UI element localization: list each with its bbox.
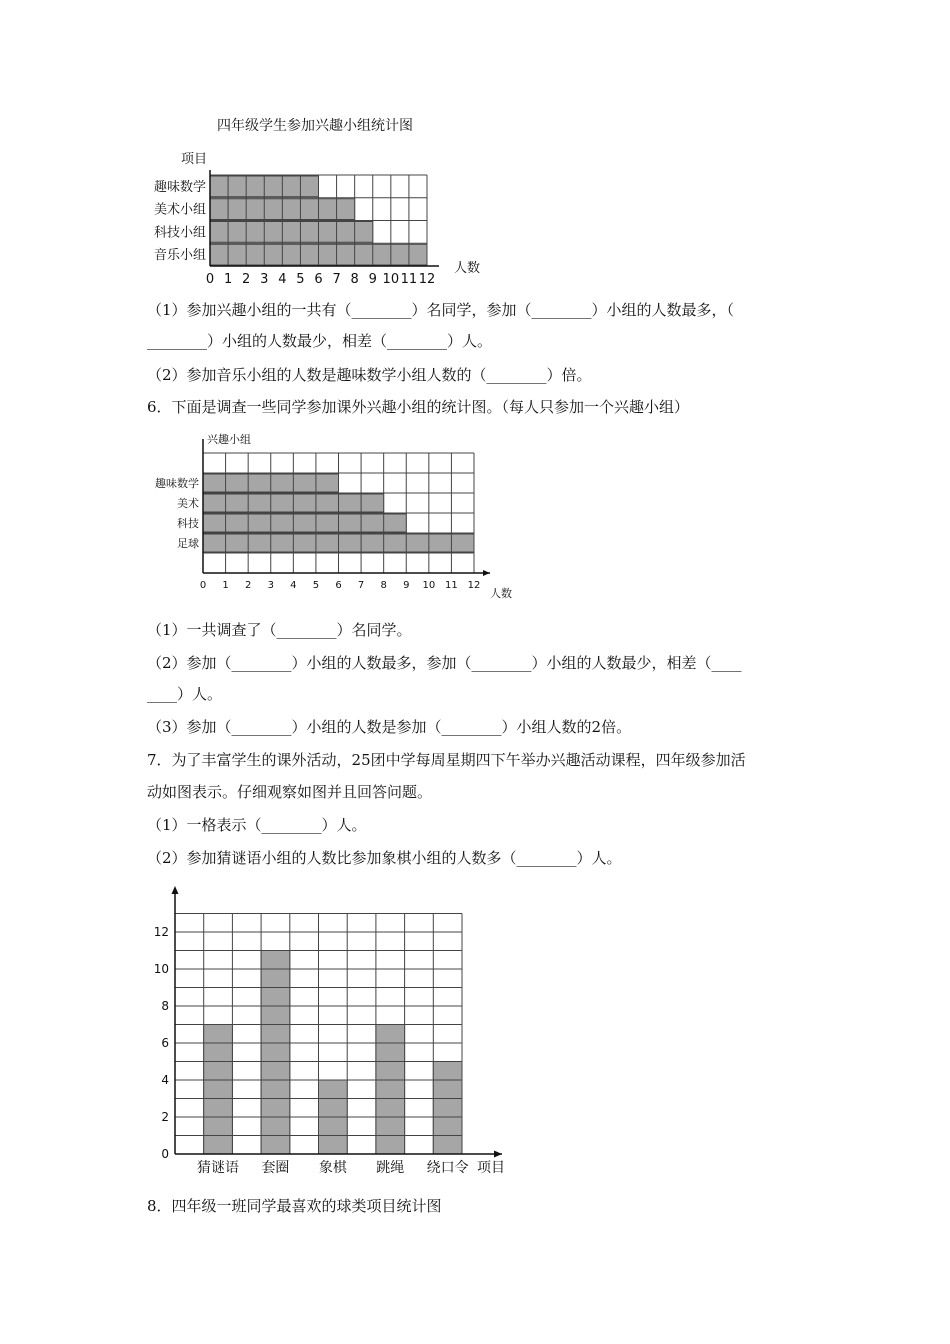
bar-科技 — [203, 514, 406, 532]
x-axis-arrow — [483, 570, 490, 576]
category-label: 绕口令 — [426, 1160, 469, 1176]
tick-label: 9 — [403, 580, 410, 591]
q6-line-4: （3）参加（________）小组的人数是参加（________）小组人数的2倍。 — [147, 718, 632, 736]
q6-title: 6．下面是调查一些同学参加课外兴趣小组的统计图。（每人只参加一个兴趣小组） — [147, 398, 690, 416]
chart2-x-axis-label: 人数 — [490, 587, 512, 600]
chart2-y-axis-label: 兴趣小组 — [207, 433, 251, 446]
category-label: 象棋 — [318, 1160, 347, 1176]
tick-label: 0 — [199, 580, 207, 591]
category-label: 音乐小组 — [153, 248, 206, 264]
q6-line-1: （1）一共调查了（________）名同学。 — [147, 621, 412, 639]
tick-label: 1 — [223, 272, 233, 287]
chart1-y-axis-label: 项目 — [180, 152, 208, 167]
category-label: 跳绳 — [376, 1160, 405, 1176]
tick-label: 9 — [368, 272, 377, 287]
tick-label: 0 — [205, 272, 215, 287]
q6-line-2: （2）参加（________）小组的人数最多，参加（________）小组的人数最少，相差（____ — [147, 654, 742, 672]
bar-科技小组 — [210, 222, 373, 243]
tick-label: 5 — [296, 272, 305, 287]
chart3-x-axis-label: 项目 — [477, 1160, 505, 1176]
tick-label: 12 — [418, 272, 436, 287]
q8-title: 8．四年级一班同学最喜欢的球类项目统计图 — [147, 1197, 442, 1215]
q6-line-3: ____）人。 — [147, 685, 223, 703]
x-axis-arrow — [494, 1151, 502, 1158]
tick-label: 10 — [422, 580, 436, 591]
tick-label: 5 — [312, 580, 320, 591]
tick-label: 11 — [400, 272, 418, 287]
q7-line-1: 7．为了丰富学生的课外活动，25团中学每周星期四下午举办兴趣活动课程，四年级参加活 — [147, 751, 746, 769]
tick-label: 7 — [357, 580, 365, 591]
bar-猜谜语 — [204, 1025, 233, 1155]
category-label: 趣味数学 — [153, 179, 206, 195]
category-label: 套圈 — [261, 1160, 290, 1176]
tick-label: 8 — [380, 580, 387, 591]
category-label: 猜谜语 — [197, 1160, 240, 1176]
tick-label: 6 — [161, 1036, 169, 1050]
category-label: 足球 — [177, 536, 199, 550]
chart-activity-groups — [0, 880, 950, 1180]
tick-label: 10 — [382, 272, 400, 287]
q5-line-2: ________）小组的人数最少，相差（________）人。 — [147, 332, 493, 350]
tick-label: 2 — [161, 1110, 169, 1124]
tick-label: 0 — [161, 1147, 169, 1161]
chart1-x-axis-label: 人数 — [454, 261, 481, 276]
bar-跳绳 — [376, 1025, 405, 1155]
chart1-title: 四年级学生参加兴趣小组统计图 — [217, 118, 413, 134]
tick-label: 8 — [161, 999, 169, 1013]
y-axis-arrow — [172, 886, 179, 894]
tick-label: 11 — [445, 580, 458, 591]
chart-interest-groups-2 — [0, 425, 950, 605]
q7-line-2: 动如图表示。仔细观察如图并且回答问题。 — [147, 783, 433, 801]
q5-line-1: （1）参加兴趣小组的一共有（________）名同学，参加（________）小组的人数最多，（ — [147, 301, 735, 319]
tick-label: 3 — [260, 272, 269, 287]
q7-line-3: （1）一格表示（________）人。 — [147, 816, 367, 834]
category-label: 科技小组 — [153, 225, 206, 241]
tick-label: 6 — [335, 580, 342, 591]
tick-label: 10 — [153, 962, 169, 976]
tick-label: 2 — [242, 272, 251, 287]
tick-label: 7 — [332, 272, 341, 287]
tick-label: 4 — [278, 272, 287, 287]
chart-interest-groups-1 — [0, 110, 950, 287]
category-label: 美术小组 — [153, 202, 206, 218]
tick-label: 4 — [161, 1073, 169, 1087]
tick-label: 12 — [467, 580, 481, 591]
tick-label: 3 — [267, 580, 274, 591]
q7-line-4: （2）参加猜谜语小组的人数比参加象棋小组的人数多（________）人。 — [147, 849, 622, 867]
category-label: 美术 — [177, 496, 199, 510]
tick-label: 1 — [222, 580, 229, 591]
tick-label: 8 — [350, 272, 359, 287]
tick-label: 2 — [244, 580, 252, 591]
tick-label: 6 — [314, 272, 323, 287]
category-label: 科技 — [177, 516, 199, 530]
bar-绕口令 — [433, 1062, 462, 1155]
category-label: 趣味数学 — [155, 476, 199, 490]
bar-套圈 — [261, 951, 290, 1155]
tick-label: 12 — [153, 925, 169, 939]
tick-label: 4 — [290, 580, 297, 591]
q5-line-3: （2）参加音乐小组的人数是趣味数学小组人数的（________）倍。 — [147, 366, 592, 384]
